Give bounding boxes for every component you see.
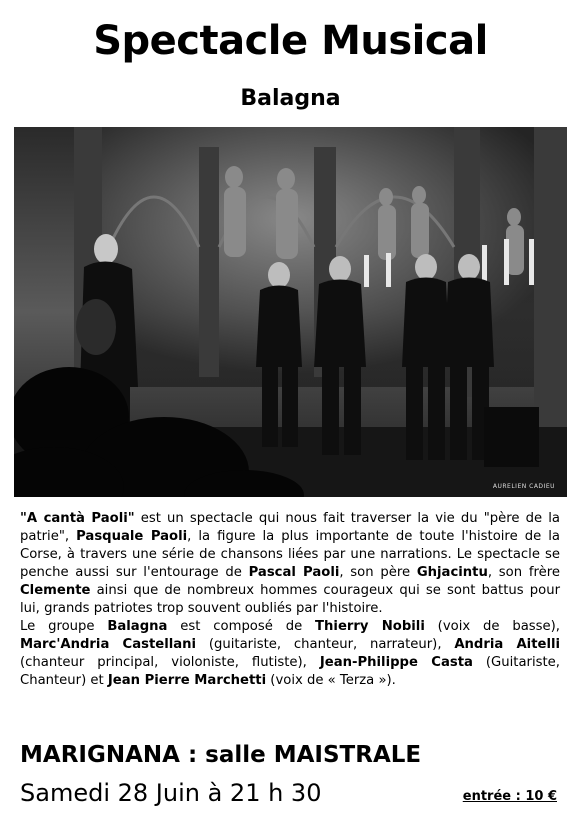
text-run: (voix de basse), <box>424 619 560 634</box>
bold-text-run: Ghjacintu <box>416 565 488 580</box>
text-run: (voix de « Terza »). <box>266 673 396 688</box>
event-date: Samedi 28 Juin à 21 h 30 <box>20 779 322 807</box>
bold-text-run: Andria Aitelli <box>454 637 561 652</box>
bold-text-run: Jean-Philippe Casta <box>319 655 473 670</box>
text-run: , son père <box>339 565 417 580</box>
text-run: , la figure la plus importante de toute l'histoire de la Corse, à travers une série de chansons liées par une narrations. Le spectacle se penche aussi sur l'entourage de <box>20 529 560 580</box>
concert-photo <box>14 127 567 497</box>
text-run: Le groupe <box>20 619 108 634</box>
ticket-price: entrée : 10 € <box>462 789 557 804</box>
photo-credit: AURELIEN CADIEU <box>492 483 555 490</box>
bold-text-run: Pasquale Paoli <box>76 529 188 544</box>
bold-text-run: Jean Pierre Marchetti <box>107 673 267 688</box>
bold-text-run: Marc'Andria Castellani <box>20 637 197 652</box>
description-paragraph-2 <box>20 618 560 690</box>
bold-text-run: Pascal Paoli <box>248 565 340 580</box>
venue: MARIGNANA : salle MAISTRALE <box>20 742 422 768</box>
description-paragraph-1 <box>20 510 560 618</box>
poster-subtitle: Balagna <box>240 86 341 111</box>
text-run: ainsi que de nombreux hommes courageux qui se sont battus pour lui, grands patriotes trop souvent oubliés par l'histoire. <box>20 583 560 616</box>
description <box>20 510 560 690</box>
concert-photo-illustration <box>14 127 567 497</box>
text-run: , son frère <box>487 565 560 580</box>
poster-title: Spectacle Musical <box>93 18 488 64</box>
text-run: (guitariste, chanteur, narrateur), <box>196 637 455 652</box>
bold-text-run: Balagna <box>107 619 168 634</box>
bold-text-run: "A cantà Paoli" <box>20 511 135 526</box>
text-run: (chanteur principal, violoniste, flutiste), <box>20 655 320 670</box>
text-run: est composé de <box>167 619 316 634</box>
bold-text-run: Thierry Nobili <box>315 619 425 634</box>
bold-text-run: Clemente <box>20 583 91 598</box>
text-run: (Guitariste, Chanteur) et <box>20 655 560 688</box>
text-run: est un spectacle qui nous fait traverser la vie du "père de la patrie", <box>20 511 561 544</box>
